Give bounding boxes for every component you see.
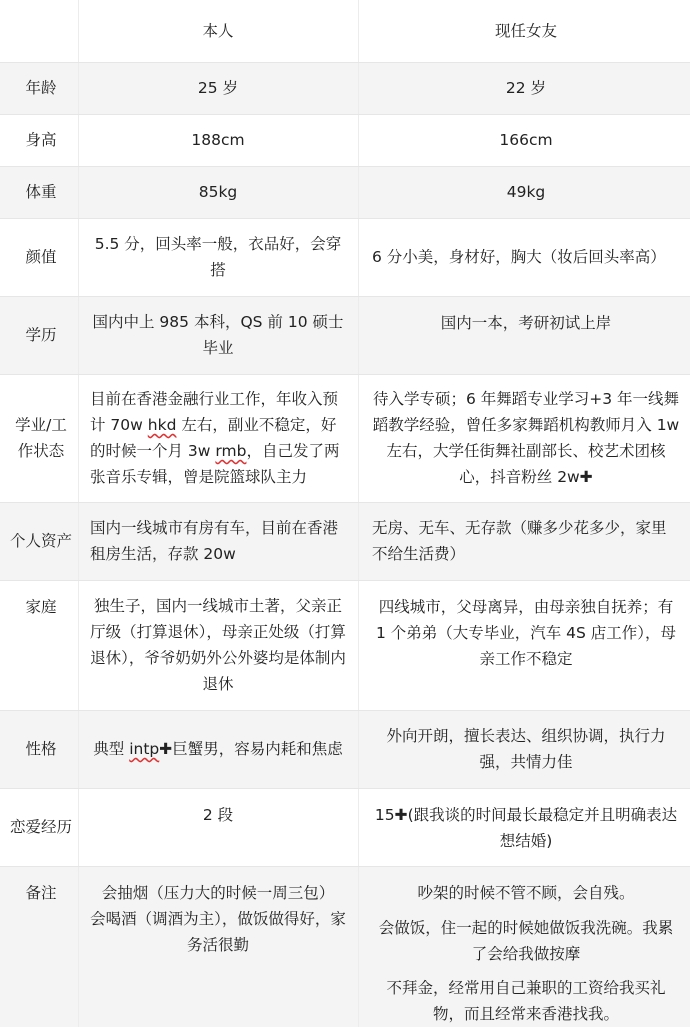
girlfriend-value: 166cm [499, 131, 553, 149]
row-label: 备注 [25, 884, 57, 902]
girlfriend-value: 6 分小美，身材好，胸大（妆后回头率高） [372, 248, 666, 266]
table-row [0, 166, 690, 218]
row-divider [0, 710, 690, 711]
table-row [0, 296, 690, 374]
header-self: 本人 [202, 22, 234, 40]
self-personality-text-intp: intp [129, 740, 160, 758]
girlfriend-value: 待入学专硕；6 年舞蹈专业学习+3 年一线舞蹈教学经验，曾任多家舞蹈机构教师月入 1w 左右，大学任街舞社副部长、校艺术团核心，抖音粉丝 2w✚ [372, 390, 680, 486]
header-girlfriend: 现任女友 [494, 22, 557, 40]
row-label: 学业/工作状态 [15, 416, 67, 460]
self-value: 5.5 分，回头率一般，衣品好，会穿搭 [94, 235, 342, 279]
row-divider [0, 374, 690, 375]
self-value: 85kg [198, 183, 238, 201]
girlfriend-value: 外向开朗，擅长表达、组织协调，执行力强，共情力佳 [386, 727, 666, 771]
self-work-text-3: ，自己发了两张音乐专辑，曾是院篮球队主力 [90, 442, 340, 486]
row-divider [0, 296, 690, 297]
table-row [0, 866, 690, 1027]
row-divider [0, 114, 690, 115]
self-note-1: 会抽烟（压力大的时候一周三包） [101, 884, 335, 902]
girlfriend-value: 22 岁 [505, 79, 547, 97]
row-divider [0, 788, 690, 789]
self-note-2: 会喝酒（调酒为主），做饭做得好，家务活很勤 [90, 910, 346, 954]
row-label: 个人资产 [10, 532, 73, 550]
girlfriend-value [358, 866, 690, 1027]
self-value [78, 374, 358, 502]
row-label: 身高 [25, 131, 57, 149]
self-work-text-rmb: rmb [215, 442, 247, 460]
girlfriend-note-3: 不拜金，经常用自己兼职的工资给我买礼物，而且经常来香港找我。 [386, 979, 666, 1023]
self-work-text-2: 左右，副业不稳定，好的时候一个月 3w [90, 416, 337, 460]
column-divider [358, 0, 359, 1027]
row-label: 家庭 [25, 598, 57, 616]
table-row [0, 374, 690, 502]
self-work-text-hkd: hkd [147, 416, 177, 434]
self-value [78, 710, 358, 788]
row-label: 体重 [25, 183, 57, 201]
table-row [0, 62, 690, 114]
self-personality-text-2: ✚巨蟹男，容易内耗和焦虑 [159, 740, 343, 758]
girlfriend-note-2: 会做饭，住一起的时候她做饭我洗碗。我累了会给我做按摩 [378, 918, 674, 963]
self-value: 25 岁 [197, 79, 239, 97]
table-row [0, 502, 690, 580]
row-label: 颜值 [25, 248, 57, 266]
row-divider [0, 580, 690, 581]
table-row [0, 114, 690, 166]
row-label: 恋爱经历 [10, 818, 73, 836]
self-personality-text-1: 典型 [93, 740, 130, 758]
self-value: 国内中上 985 本科，QS 前 10 硕士毕业 [92, 313, 344, 357]
self-value: 独生子，国内一线城市土著，父亲正厅级（打算退休），母亲正处级（打算退休），爷爷奶奶外公外婆均是体制内退休 [90, 597, 346, 693]
girlfriend-value: 无房、无车、无存款（赚多少花多少，家里不给生活费） [372, 519, 667, 563]
girlfriend-value: 15✚(跟我谈的时间最长最稳定并且明确表达想结婚) [374, 806, 678, 850]
row-label: 性格 [25, 740, 57, 758]
girlfriend-value: 49kg [506, 183, 546, 201]
self-value: 国内一线城市有房有车，目前在香港租房生活，存款 20w [90, 519, 339, 563]
row-label: 学历 [25, 326, 57, 344]
row-label: 年龄 [25, 79, 57, 97]
table-row [0, 710, 690, 788]
table-row [0, 218, 690, 296]
row-divider [0, 866, 690, 867]
self-value [78, 866, 358, 1027]
row-divider [0, 502, 690, 503]
self-value: 188cm [191, 131, 245, 149]
header-empty-cell [0, 0, 78, 62]
row-divider [0, 218, 690, 219]
row-divider [0, 62, 690, 63]
girlfriend-value: 四线城市，父母离异，由母亲独自抚养；有 1 个弟弟（大专毕业，汽车 4S 店工作），母亲工作不稳定 [375, 598, 677, 668]
girlfriend-note-1: 吵架的时候不管不顾，会自残。 [417, 884, 635, 902]
self-work-text-1: 目前在香港金融行业工作，年收入预计 70w [90, 390, 339, 434]
table-header-row [0, 0, 690, 62]
row-divider [0, 166, 690, 167]
table-row [0, 580, 690, 710]
girlfriend-value: 国内一本，考研初试上岸 [440, 314, 612, 332]
column-divider [78, 0, 79, 1027]
self-value: 2 段 [202, 806, 234, 824]
table-row [0, 788, 690, 866]
